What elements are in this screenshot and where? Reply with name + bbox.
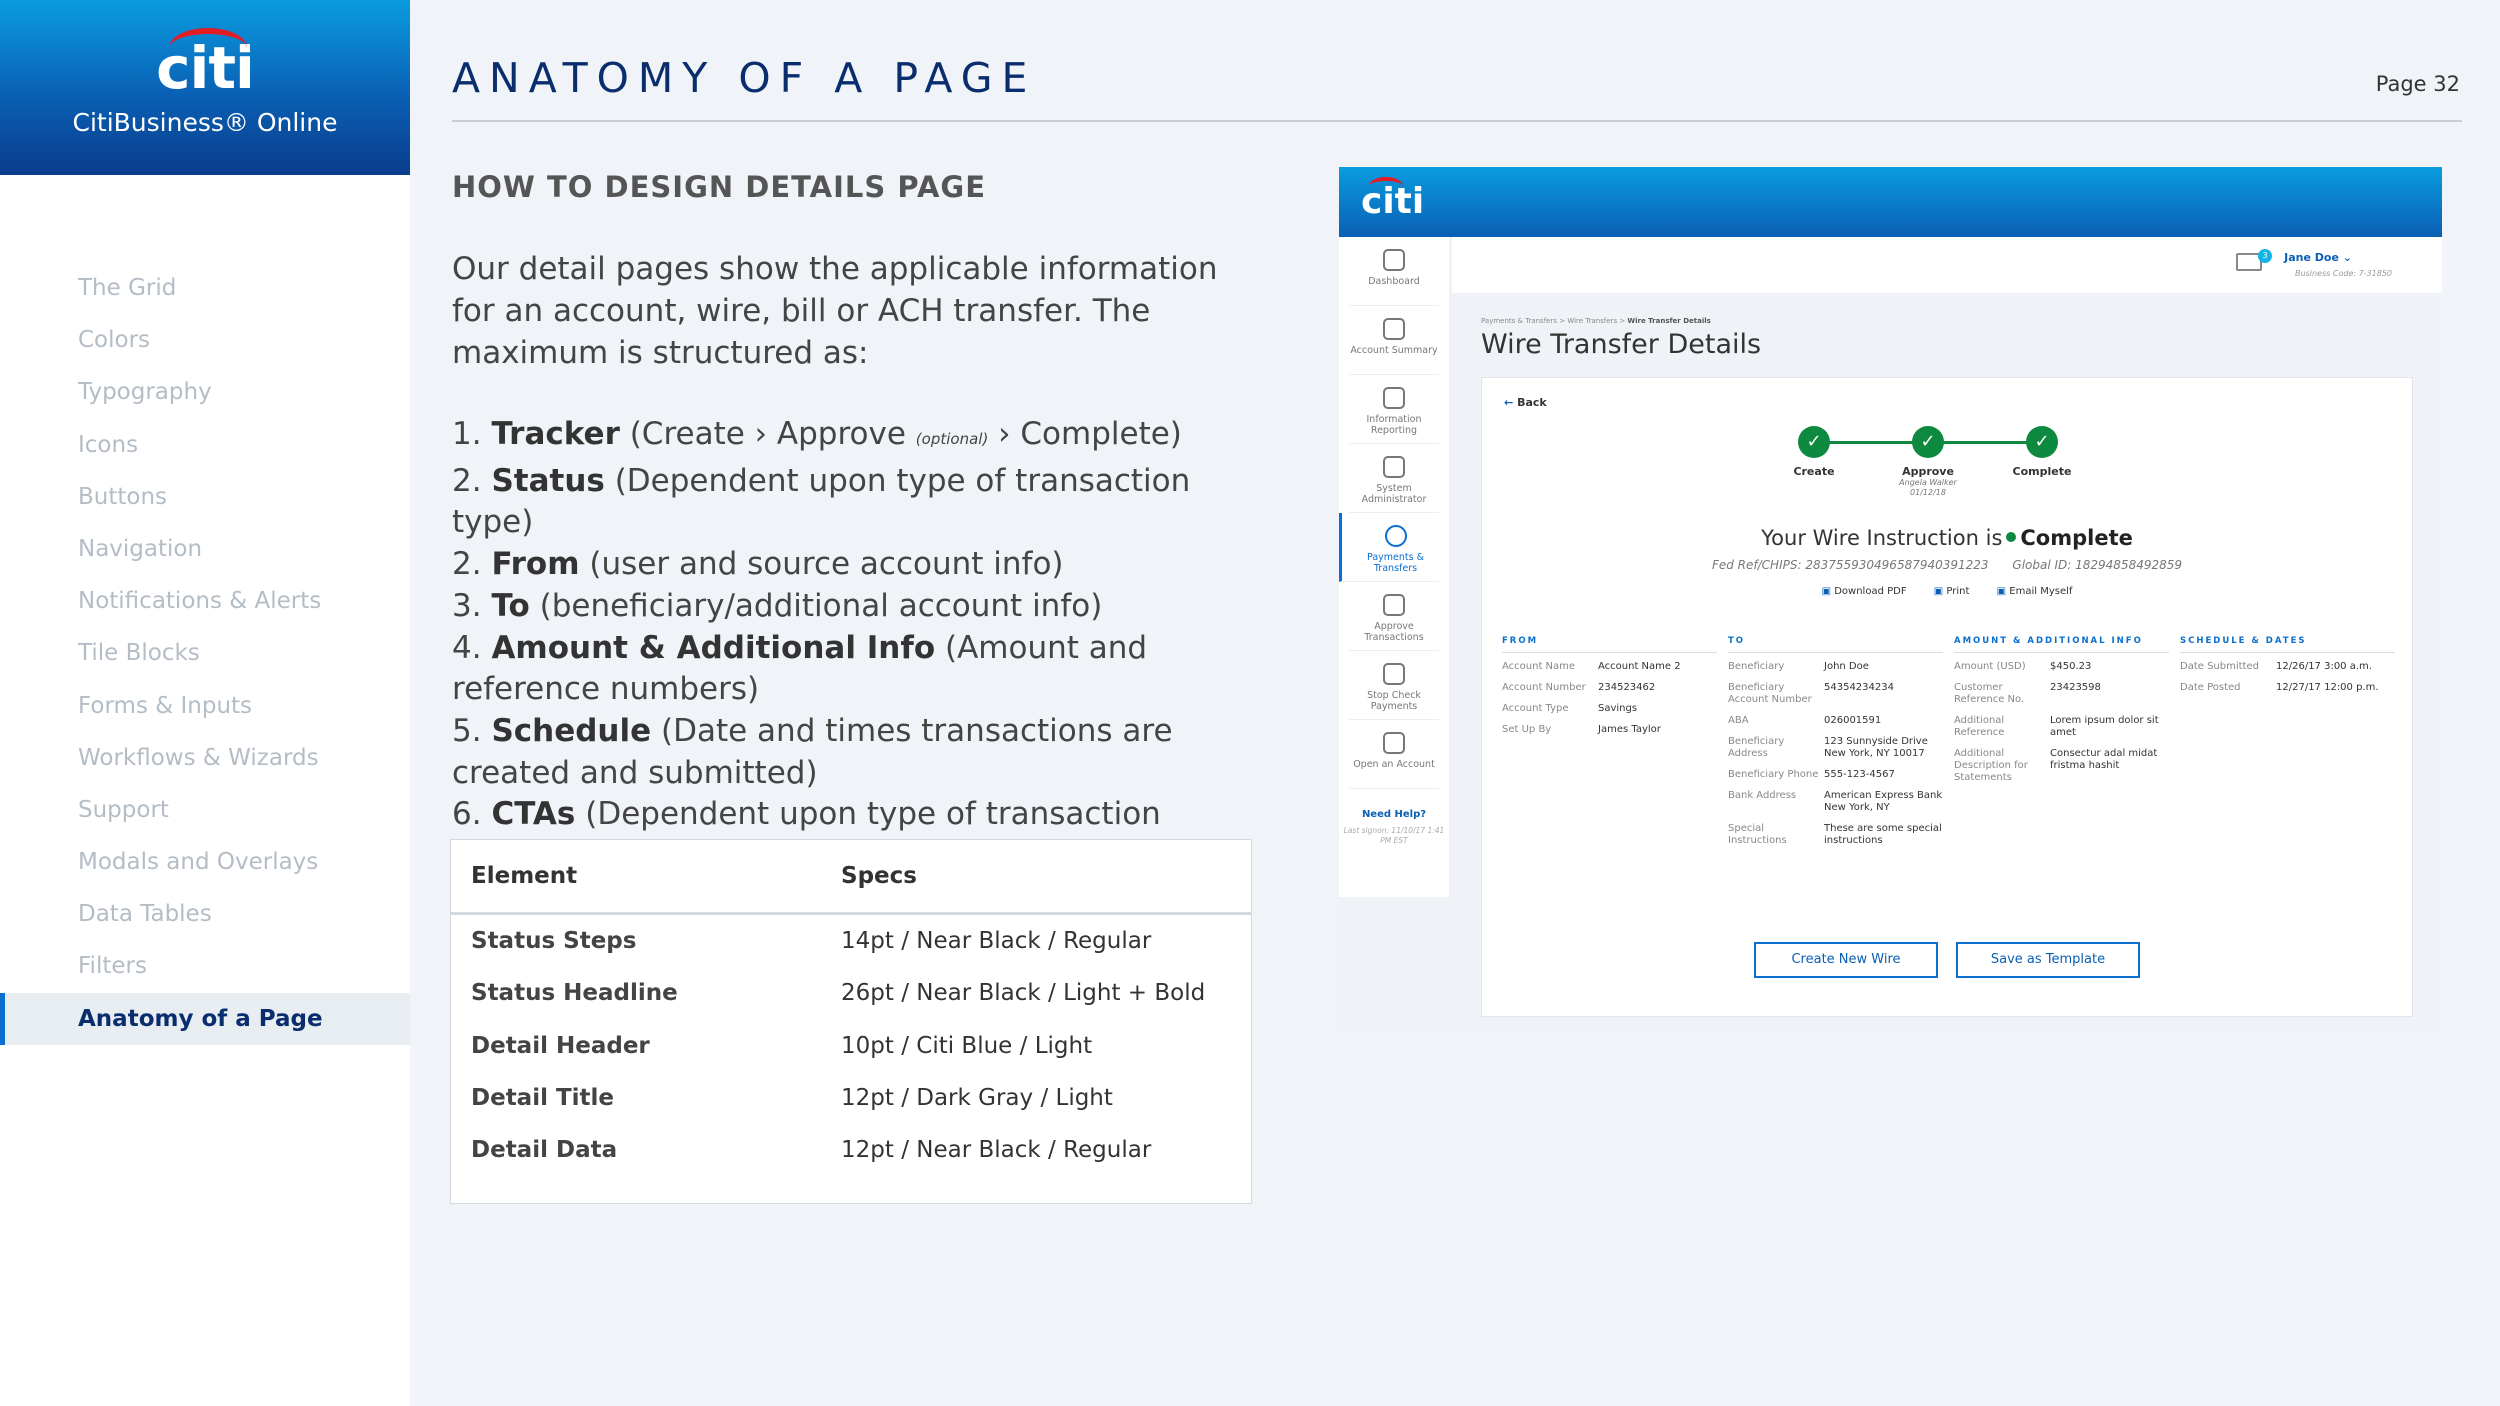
business-code: Business Code: 7-31850 [2295,269,2392,278]
cell-spec: 26pt / Near Black / Light + Bold [841,980,1206,1007]
nav-item-workflows[interactable]: Workflows & Wizards [78,744,319,771]
status-tracker [1782,426,2112,506]
mock-nav-payments[interactable]: Payments & Transfers [1339,513,1439,582]
nav-item-tile-blocks[interactable]: Tile Blocks [78,640,200,667]
crumb-wire-transfers[interactable]: Wire Transfers [1567,317,1618,325]
section-title: HOW TO DESIGN DETAILS PAGE [452,170,987,204]
status-headline: Your Wire Instruction is Complete [1761,526,2133,550]
header-element: Element [471,863,578,889]
nav-item-notifications[interactable]: Notifications & Alerts [78,588,322,615]
mockup-citi-logo: citi [1361,181,1424,222]
brand-header [0,0,410,175]
to-section: TO Beneficiary John Doe Beneficiary Account Number 54354234234 ABA 026001591 Beneficiary Address 123 Sunnyside Drive New York, NY 10017 Beneficiary Phone 555-123-4567 Bank Address American Express Bank New York, NY Special Instructions These are some special instructions [1728,636,1943,846]
tracker-step-create: ✓ Create [1764,426,1864,478]
cell-spec: 10pt / Citi Blue / Light [841,1032,1093,1059]
details-page-mockup [1339,167,2442,1035]
detail-card [1481,377,2413,1017]
create-new-wire-button[interactable]: Create New Wire [1754,942,1938,978]
check-icon: ✓ [1798,426,1830,458]
save-as-template-button[interactable]: Save as Template [1956,942,2140,978]
list-item: 1. Tracker (Create › Approve (optional) › Complete) [452,416,1182,452]
page-number: Page 32 [2375,72,2460,96]
sidebar [0,0,410,1406]
brand-name: CitiBusiness® Online [72,108,338,137]
cell-element: Status Steps [471,928,637,955]
nav-item-buttons[interactable]: Buttons [78,483,168,510]
document-icon [1383,387,1405,409]
list-item: 6. CTAs (Dependent upon type of transaction [452,796,1161,833]
nav-item-typography[interactable]: Typography [78,379,212,406]
nav-item-filters[interactable]: Filters [78,953,147,980]
header-divider [452,120,2462,122]
detail-actions [1482,586,2412,597]
mock-nav-account-summary[interactable]: Account Summary [1349,306,1439,375]
mockup-header-bar [1339,167,2442,237]
nav-item-forms[interactable]: Forms & Inputs [78,692,253,719]
check-icon: ✓ [1912,426,1944,458]
cell-spec: 12pt / Near Black / Regular [841,1137,1152,1164]
cell-element: Detail Header [471,1032,650,1059]
nav-item-modals[interactable]: Modals and Overlays [78,849,319,876]
list-item: 5. Schedule (Date and times transactions are created and submitted) [452,712,1173,791]
citi-logo: citi [0,34,410,102]
print-link[interactable]: ▣ Print [1934,586,1970,597]
detail-header: SCHEDULE & DATES [2180,636,2395,653]
spec-table [450,839,1252,1204]
check-icon: ✓ [2026,426,2058,458]
need-help-link[interactable]: Need Help? [1361,809,1427,820]
spec-table-header [451,840,1251,915]
nav-item-support[interactable]: Support [78,796,169,823]
chart-icon [1383,318,1405,340]
nav-item-navigation[interactable]: Navigation [78,535,203,562]
fed-ref: Fed Ref/CHIPS: 28375593049658794039​1223 [1711,558,1989,572]
status-dot [2006,532,2016,542]
list-item: 3. To (beneficiary/additional account info) [452,587,1103,624]
structure-list [452,414,1252,878]
detail-header: FROM [1502,636,1717,653]
tracker-step-approve: ✓ Approve Angela Walker 01/12/18 [1878,426,1978,498]
user-menu[interactable]: Jane Doe ⌄ [2284,251,2352,264]
mock-nav-dashboard[interactable]: Dashboard [1349,237,1439,306]
back-link[interactable]: ← Back [1504,396,1547,409]
list-item: 2. From (user and source account info) [452,546,1064,583]
schedule-section: SCHEDULE & DATES Date Submitted 12/26/17 3:00 a.m. Date Posted 12/27/17 12:00 p.m. [2180,636,2395,703]
table-row [451,1072,1251,1124]
cell-spec: 12pt / Dark Gray / Light [841,1085,1113,1112]
page-title: ANATOMY OF A PAGE [452,54,1037,102]
header-specs: Specs [841,863,917,889]
mockup-user-bar [1452,237,2442,293]
mail-badge: 3 [2258,249,2272,263]
table-row [451,915,1251,967]
nav-item-colors[interactable]: Colors [78,327,151,354]
cell-element: Status Headline [471,980,678,1007]
mock-nav-open-account[interactable]: Open an Account [1349,720,1439,789]
crumb-payments[interactable]: Payments & Transfers [1481,317,1557,325]
from-section: FROM Account Name Account Name 2 Account Number 234523462 Account Type Savings Set Up By James Taylor [1502,636,1717,745]
user-icon [1383,732,1405,754]
detail-header: AMOUNT & ADDITIONAL INFO [1954,636,2169,653]
nav-item-icons[interactable]: Icons [78,431,139,458]
mock-nav-approve[interactable]: Approve Transactions [1349,582,1439,651]
detail-page-title: Wire Transfer Details [1481,329,1762,360]
breadcrumb: Payments & Transfers > Wire Transfers > Wire Transfer Details [1481,317,1711,325]
mock-nav-system-admin[interactable]: System Administrator [1349,444,1439,513]
nav-item-data-tables[interactable]: Data Tables [78,901,212,928]
stop-icon [1383,663,1405,685]
table-row [451,1020,1251,1072]
table-row [451,1124,1251,1176]
mock-nav-info-reporting[interactable]: Information Reporting [1349,375,1439,444]
transfer-icon [1385,525,1407,547]
home-icon [1383,249,1405,271]
cell-element: Detail Title [471,1085,615,1112]
cell-element: Detail Data [471,1137,618,1164]
list-item: 4. Amount & Additional Info (Amount and reference numbers) [452,629,1148,708]
last-signon: Last signon: 11/10/17 1:41 PM EST [1343,826,1445,845]
detail-header: TO [1728,636,1943,653]
download-pdf-link[interactable]: ▣ Download PDF [1822,586,1907,597]
nav-item-the-grid[interactable]: The Grid [78,275,177,301]
nav-item-anatomy[interactable]: Anatomy of a Page [0,993,410,1045]
mockup-sidebar [1339,237,1449,897]
tracker-step-complete: ✓ Complete [1992,426,2092,478]
reference-ids [1482,558,2412,572]
table-row [451,967,1251,1019]
intro-text: Our detail pages show the applicable information for an account, wire, bill or ACH transfer. The maximum is structured as: [452,251,1218,371]
amount-section: AMOUNT & ADDITIONAL INFO Amount (USD) $450.23 Customer Reference No. 23423598 Additional Reference Lorem ipsum dolor sit amet Additional Description for Statements Consectur adal midat fristma hashit [1954,636,2169,793]
global-id: Global ID: 18294858492859 [2012,558,2183,572]
mock-nav-stop-check[interactable]: Stop Check Payments [1349,651,1439,720]
grid-icon [1383,456,1405,478]
crumb-current: Wire Transfer Details [1627,317,1711,325]
cell-spec: 14pt / Near Black / Regular [841,928,1152,955]
sidebar-nav [0,262,410,1045]
check-icon [1383,594,1405,616]
list-item: 2. Status (Dependent upon type of transaction type) [452,462,1191,541]
email-myself-link[interactable]: ▣ Email Myself [1997,586,2073,597]
arrow-left-icon: ← [1504,396,1514,409]
